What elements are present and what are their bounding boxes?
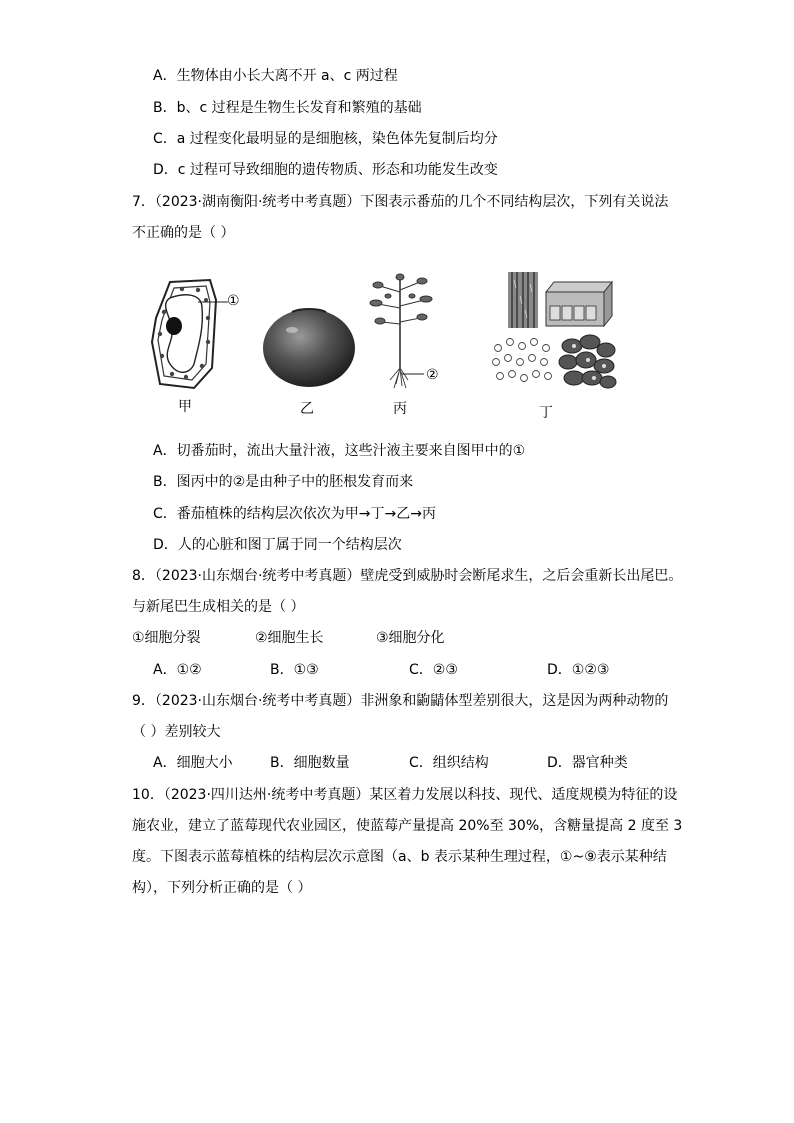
marker-1: ① (227, 293, 240, 309)
q7-option-d: D．人的心脏和图丁属于同一个结构层次 (153, 537, 402, 553)
q9-option-d: D．器官种类 (547, 755, 628, 771)
marker-2: ② (426, 367, 439, 383)
parenchyma-tissue-dots (493, 339, 552, 382)
q8-item-1: ①细胞分裂 (132, 630, 201, 646)
label-yi: 乙 (300, 401, 314, 417)
q8-option-b: B．①③ (270, 662, 319, 678)
tissue-figure (490, 270, 618, 396)
q9-stem-line1: 9．（2023·山东烟台·统考中考真题）非洲象和鼩鼱体型差别很大，这是因为两种动物的 (132, 693, 669, 709)
vascular-tissue-pattern (508, 272, 538, 328)
q8-option-c: C．②③ (409, 662, 458, 678)
label-jia: 甲 (178, 399, 192, 415)
q6-option-c: C．a 过程变化最明显的是细胞核，染色体先复制后均分 (153, 131, 498, 147)
q9-option-b: B．细胞数量 (270, 755, 350, 771)
q8-stem-line2: 与新尾巴生成相关的是（ ） (132, 599, 305, 615)
q8-item-2: ②细胞生长 (255, 630, 324, 646)
q7-stem-line2: 不正确的是（ ） (132, 225, 235, 241)
q7-stem-line1: 7．（2023·湖南衡阳·统考中考真题）下图表示番茄的几个不同结构层次，下列有关说法 (132, 194, 669, 210)
q6-option-d: D．c 过程可导致细胞的遗传物质、形态和功能发生改变 (153, 162, 498, 178)
q8-item-3: ③细胞分化 (376, 630, 445, 646)
q9-option-a: A．细胞大小 (153, 755, 233, 771)
q7-option-a: A．切番茄时，流出大量汁液，这些汁液主要来自图甲中的① (153, 443, 526, 459)
q8-option-a: A．①② (153, 662, 202, 678)
q8-stem-line1: 8．（2023·山东烟台·统考中考真题）壁虎受到威胁时会断尾求生，之后会重新长出尾巴。 (132, 568, 683, 584)
q6-option-b: B．b、c 过程是生物生长发育和繁殖的基础 (153, 100, 422, 116)
q9-option-c: C．组织结构 (409, 755, 489, 771)
q6-option-a: A．生物体由小长大离不开 a、c 两过程 (153, 68, 398, 84)
tomato-fruit-figure (262, 304, 356, 388)
q10-line4: 构），下列分析正确的是（ ） (132, 880, 312, 896)
q10-line2: 施农业，建立了蓝莓现代农业园区，使蓝莓产量提高 20%至 30%，含糖量提高 2 度至 3 (132, 818, 683, 834)
label-bing: 丙 (393, 401, 407, 417)
epithelial-tissue-block (546, 282, 612, 326)
label-ding: 丁 (539, 405, 553, 421)
q10-line1: 10．（2023·四川达州·统考中考真题）某区着力发展以科技、现代、适度规模为特征的设 (132, 787, 678, 803)
q7-option-c: C．番茄植株的结构层次依次为甲→丁→乙→丙 (153, 506, 436, 522)
q8-option-d: D．①②③ (547, 662, 610, 678)
q7-option-b: B．图丙中的②是由种子中的胚根发育而来 (153, 474, 414, 490)
q10-line3: 度。下图表示蓝莓植株的结构层次示意图（a、b 表示某种生理过程，①~⑨表示某种结 (132, 849, 667, 865)
q9-stem-line2: （ ）差别较大 (132, 724, 221, 740)
